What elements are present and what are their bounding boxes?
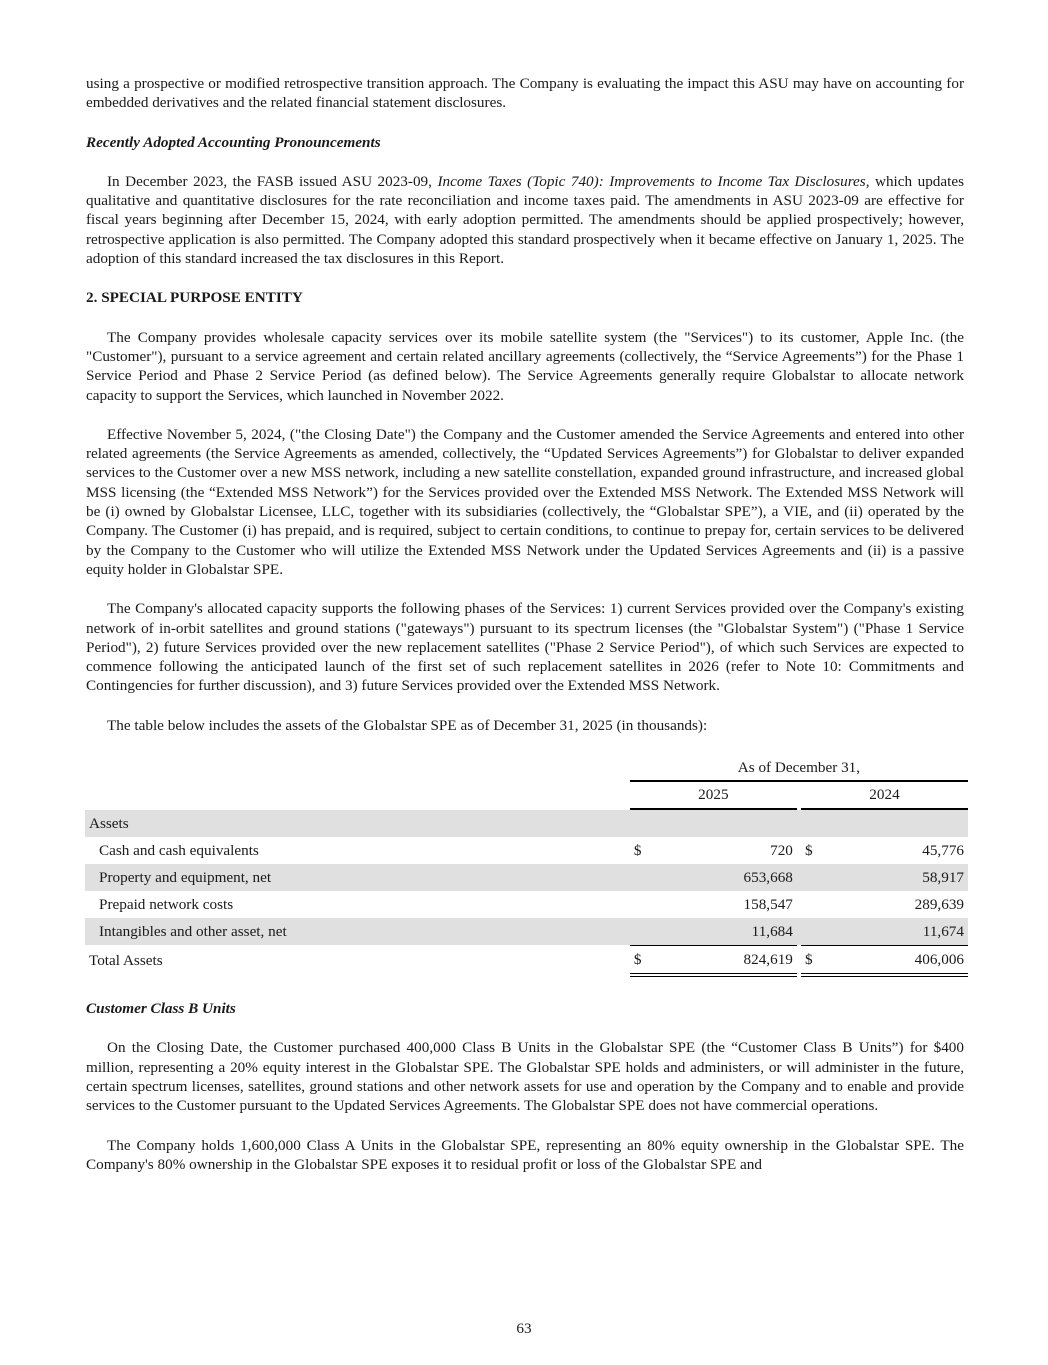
year-header-2024: 2024 — [801, 782, 968, 810]
dollar-sign: $ — [801, 945, 821, 977]
dollar-sign — [801, 864, 821, 891]
row-label: Cash and cash equivalents — [99, 841, 259, 859]
total-2024: 406,006 — [821, 945, 968, 977]
row-label: Intangibles and other asset, net — [85, 918, 630, 945]
table-row — [85, 891, 968, 918]
asu-text-a: In December 2023, the FASB issued ASU 2023-09, — [107, 172, 438, 190]
class-a-paragraph: The Company holds 1,600,000 Class A Units in the Globalstar SPE, representing an 80% equity ownership in the Globalstar SPE. The Company's 80% ownership in the Globalstar SPE exposes it to residual profit or loss of the Globalstar SPE and — [86, 1136, 964, 1173]
table-total-row — [85, 945, 968, 977]
table-year-header-row — [85, 782, 968, 810]
page-number: 63 — [516, 1320, 532, 1337]
table-span-header-row — [85, 755, 968, 782]
asu-text-b: , which updates qualitative and quantitative disclosures for the rate reconciliation and income taxes paid. The amendments in ASU 2023-09 are effective for fiscal years beginning after December 15, 2024, with early adoption permitted. The amendments should be applied prospectively; however, retrospective application is also permitted. The Company adopted this standard prospectively when it became effective on January 1, 2025. The adoption of this standard increased the tax disclosures in this Report. — [86, 172, 964, 268]
recently-adopted-heading: Recently Adopted Accounting Pronouncements — [86, 133, 381, 151]
dollar-sign — [801, 891, 821, 918]
row-label: Property and equipment, net — [85, 864, 630, 891]
table-row — [85, 918, 968, 945]
document-page — [86, 74, 964, 1174]
total-label: Total Assets — [89, 952, 163, 970]
dollar-sign: $ — [633, 841, 642, 859]
class-b-paragraph: On the Closing Date, the Customer purchased 400,000 Class B Units in the Globalstar SPE (the “Customer Class B Units”) for $400 million, representing a 20% equity interest in the Globalstar SPE. The Globalstar SPE holds and administers, or will administer in the future, certain spectrum licenses, satellites, ground stations and other network assets for use and operation by the Company and to enable and provide services to the Customer pursuant to the Updated Services Agreements. The Globalstar SPE does not have commercial operations. — [86, 1039, 964, 1115]
continuation-paragraph: using a prospective or modified retrospective transition approach. The Company is evaluating the impact this ASU may have on accounting for embedded derivatives and the related financial statement disclosures. — [86, 75, 964, 112]
total-2025: 824,619 — [650, 945, 797, 977]
span-header: As of December 31, — [630, 755, 968, 782]
value-2024: 58,917 — [821, 864, 968, 891]
services-paragraph: The Company provides wholesale capacity services over its mobile satellite system (the "Services") to its customer, Apple Inc. (the "Customer"), pursuant to a service agreement and certain related ancillary agreements (collectively, the “Service Agreements”) for the Phase 1 Service Period and Phase 2 Service Period (as defined below). The Service Agreements generally require Globalstar to allocate network capacity to support the Services, which launched in November 2022. — [86, 328, 964, 404]
table-row — [85, 837, 968, 864]
table-intro: The table below includes the assets of the Globalstar SPE as of December 31, 2025 (in thousands): — [107, 716, 708, 734]
dollar-sign — [630, 918, 650, 945]
table-section-row — [85, 810, 968, 837]
value-2024: 45,776 — [922, 841, 964, 859]
spe-assets-table — [85, 755, 968, 977]
dollar-sign: $ — [804, 841, 813, 859]
class-b-heading: Customer Class B Units — [86, 1000, 236, 1018]
table-row — [85, 864, 968, 891]
section-2-heading: 2. SPECIAL PURPOSE ENTITY — [86, 289, 303, 307]
dollar-sign — [801, 918, 821, 945]
dollar-sign — [630, 864, 650, 891]
value-2025: 653,668 — [650, 864, 797, 891]
asu-title-italic: Income Taxes (Topic 740): Improvements to Income Tax Disclosures — [437, 172, 866, 190]
dollar-sign: $ — [630, 945, 650, 977]
closing-date-paragraph: Effective November 5, 2024, ("the Closing Date") the Company and the Customer amended the Service Agreements and entered into other related agreements (the Service Agreements as amended, collectively, the “Updated Services Agreements”) for Globalstar to deliver expanded services to the Customer over a new MSS network, including a new satellite constellation, expanded ground infrastructure, and increased global MSS licensing (the “Extended MSS Network”) for the Services provided over the Extended MSS Network. The Extended MSS Network will be (i) owned by Globalstar Licensee, LLC, together with its subsidiaries (collectively, the “Globalstar SPE”), a VIE, and (ii) operated by the Company. The Customer (i) has prepaid, and is required, subject to certain conditions, to continue to prepay for, certain services to be delivered by the Company to the Customer who will utilize the Extended MSS Network under the Updated Services Agreements and (ii) is a passive equity holder in Globalstar SPE. — [86, 425, 964, 578]
value-2025: 11,684 — [650, 918, 797, 945]
asu-2023-09-paragraph — [86, 172, 964, 268]
assets-section-label: Assets — [85, 810, 630, 837]
value-2024: 289,639 — [914, 895, 964, 913]
value-2025: 158,547 — [743, 895, 793, 913]
value-2025: 720 — [770, 841, 793, 859]
year-header-2025: 2025 — [630, 782, 797, 810]
row-label: Prepaid network costs — [99, 895, 234, 913]
dollar-sign — [630, 891, 650, 918]
capacity-phases-paragraph: The Company's allocated capacity supports the following phases of the Services: 1) current Services provided over the Company's existing network of in-orbit satellites and ground stations ("gateways") pursuant to its spectrum licenses (the "Globalstar System") ("Phase 1 Service Period"), 2) future Services provided over the new replacement satellites ("Phase 2 Service Period"), of which such Services are expected to commence following the anticipated launch of the first set of such replacement satellites in 2026 (refer to Note 10: Commitments and Contingencies for further discussion), and 3) future Services provided over the Extended MSS Network. — [86, 600, 964, 695]
value-2024: 11,674 — [821, 918, 968, 945]
